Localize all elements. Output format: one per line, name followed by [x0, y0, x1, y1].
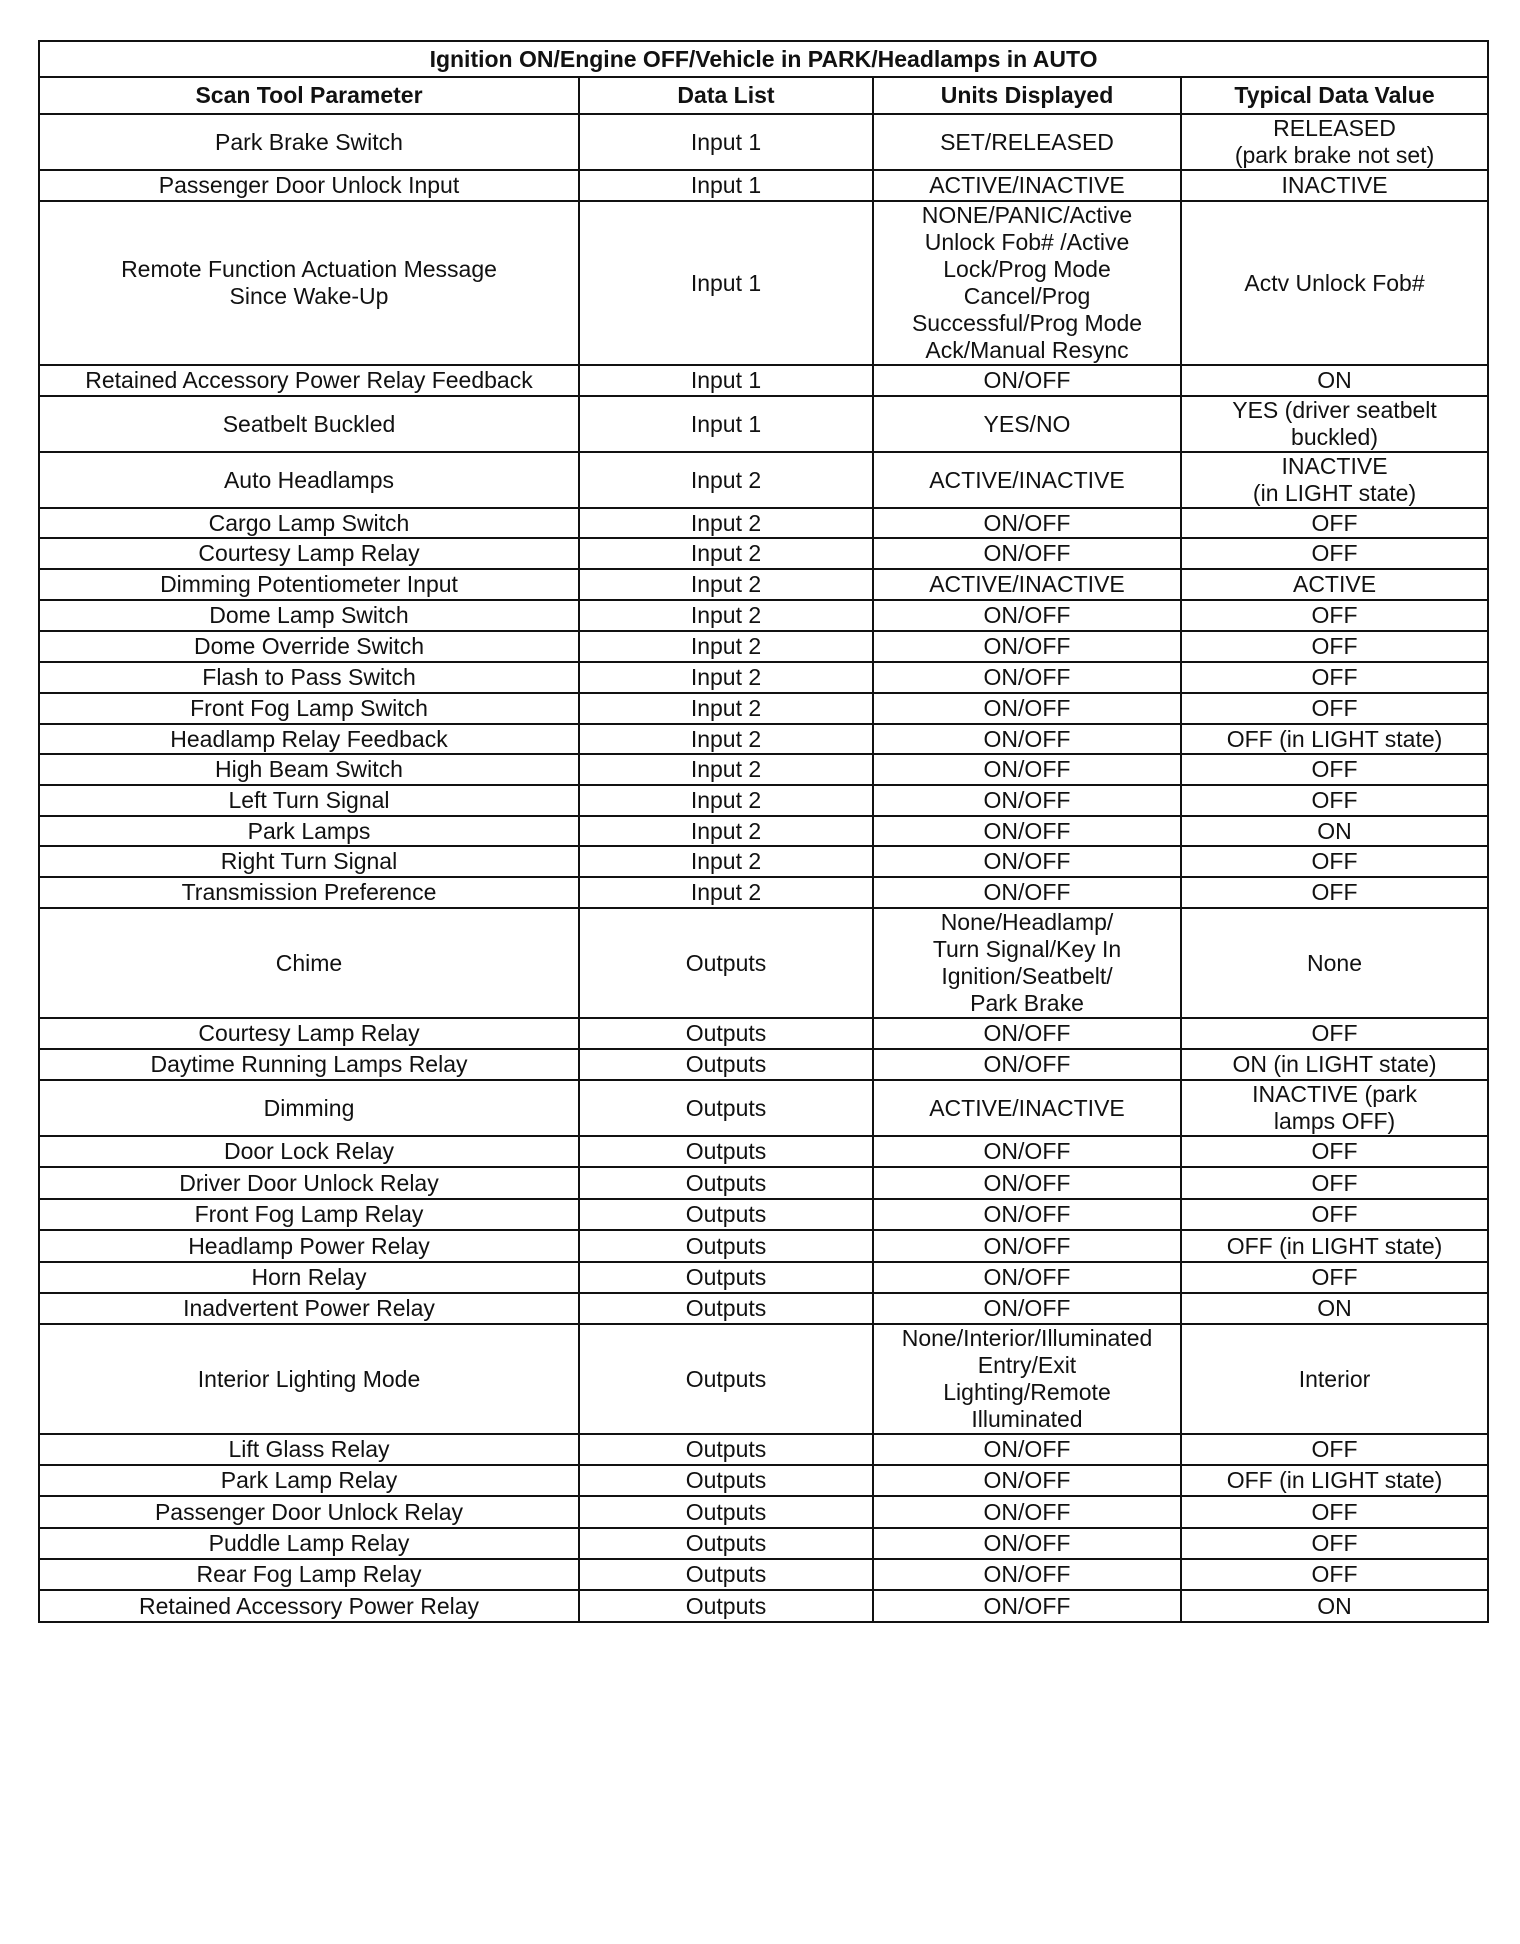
table-row [39, 1167, 1488, 1199]
table-row [39, 662, 1488, 693]
units-cell: ON/OFF [873, 1167, 1181, 1199]
data-list-cell: Input 2 [579, 877, 873, 908]
table-row [39, 452, 1488, 508]
table-header-row [39, 77, 1488, 114]
parameter-cell: Auto Headlamps [39, 452, 579, 508]
units-cell: ON/OFF [873, 1262, 1181, 1293]
data-list-cell: Outputs [579, 1590, 873, 1622]
table-title-row [39, 41, 1488, 77]
parameter-cell: Front Fog Lamp Relay [39, 1199, 579, 1230]
parameter-cell: Headlamp Power Relay [39, 1230, 579, 1262]
data-list-cell: Outputs [579, 1167, 873, 1199]
parameter-cell: Remote Function Actuation Message Since Wake-Up [39, 201, 579, 365]
table-row [39, 114, 1488, 170]
parameter-cell: Right Turn Signal [39, 846, 579, 877]
data-list-cell: Input 2 [579, 631, 873, 662]
typical-value-cell: OFF [1181, 785, 1488, 816]
typical-value-cell: OFF [1181, 1496, 1488, 1528]
units-cell: ACTIVE/INACTIVE [873, 569, 1181, 600]
typical-value-cell: None [1181, 908, 1488, 1018]
table-row [39, 1136, 1488, 1167]
data-list-cell: Input 2 [579, 508, 873, 538]
column-header-parameter: Scan Tool Parameter [39, 77, 579, 114]
parameter-cell: High Beam Switch [39, 754, 579, 785]
typical-value-cell: Actv Unlock Fob# [1181, 201, 1488, 365]
typical-value-cell: OFF [1181, 1167, 1488, 1199]
typical-value-cell: INACTIVE (in LIGHT state) [1181, 452, 1488, 508]
units-cell: ON/OFF [873, 1590, 1181, 1622]
typical-value-cell: OFF [1181, 538, 1488, 569]
typical-value-cell: ON (in LIGHT state) [1181, 1049, 1488, 1080]
table-row [39, 1324, 1488, 1434]
column-header-data-list: Data List [579, 77, 873, 114]
data-list-cell: Outputs [579, 1324, 873, 1434]
typical-value-cell: ON [1181, 1590, 1488, 1622]
parameter-cell: Left Turn Signal [39, 785, 579, 816]
table-row [39, 1230, 1488, 1262]
units-cell: ON/OFF [873, 1465, 1181, 1496]
table-title: Ignition ON/Engine OFF/Vehicle in PARK/Headlamps in AUTO [39, 41, 1488, 77]
table-row [39, 1049, 1488, 1080]
units-cell: None/Headlamp/ Turn Signal/Key In Ignition/Seatbelt/ Park Brake [873, 908, 1181, 1018]
data-list-cell: Outputs [579, 1528, 873, 1559]
typical-value-cell: ON [1181, 816, 1488, 846]
table-row [39, 1262, 1488, 1293]
typical-value-cell: OFF [1181, 693, 1488, 724]
typical-value-cell: RELEASED (park brake not set) [1181, 114, 1488, 170]
typical-value-cell: OFF (in LIGHT state) [1181, 1230, 1488, 1262]
parameter-cell: Cargo Lamp Switch [39, 508, 579, 538]
parameter-cell: Door Lock Relay [39, 1136, 579, 1167]
units-cell: ON/OFF [873, 846, 1181, 877]
data-list-cell: Outputs [579, 1136, 873, 1167]
typical-value-cell: OFF [1181, 1528, 1488, 1559]
data-list-cell: Input 1 [579, 396, 873, 452]
parameter-cell: Horn Relay [39, 1262, 579, 1293]
table-row [39, 365, 1488, 396]
units-cell: ON/OFF [873, 724, 1181, 754]
data-list-cell: Input 2 [579, 693, 873, 724]
parameter-cell: Passenger Door Unlock Relay [39, 1496, 579, 1528]
units-cell: ON/OFF [873, 785, 1181, 816]
parameter-cell: Park Lamps [39, 816, 579, 846]
parameter-cell: Puddle Lamp Relay [39, 1528, 579, 1559]
parameter-cell: Park Brake Switch [39, 114, 579, 170]
table-row [39, 508, 1488, 538]
data-list-cell: Input 2 [579, 785, 873, 816]
data-list-cell: Outputs [579, 1262, 873, 1293]
table-row [39, 201, 1488, 365]
data-list-cell: Outputs [579, 1496, 873, 1528]
data-list-cell: Outputs [579, 1199, 873, 1230]
table-row [39, 569, 1488, 600]
scan-tool-data-table [38, 40, 1489, 1623]
units-cell: ACTIVE/INACTIVE [873, 1080, 1181, 1136]
table-row [39, 538, 1488, 569]
typical-value-cell: OFF [1181, 1199, 1488, 1230]
units-cell: ON/OFF [873, 816, 1181, 846]
column-header-typical-value: Typical Data Value [1181, 77, 1488, 114]
typical-value-cell: ON [1181, 365, 1488, 396]
table-row [39, 1018, 1488, 1049]
typical-value-cell: OFF [1181, 846, 1488, 877]
typical-value-cell: Interior [1181, 1324, 1488, 1434]
units-cell: ON/OFF [873, 1049, 1181, 1080]
parameter-cell: Seatbelt Buckled [39, 396, 579, 452]
units-cell: ON/OFF [873, 1230, 1181, 1262]
data-list-cell: Outputs [579, 1465, 873, 1496]
typical-value-cell: OFF [1181, 1136, 1488, 1167]
table-row [39, 816, 1488, 846]
table-row [39, 877, 1488, 908]
units-cell: ON/OFF [873, 1434, 1181, 1465]
column-header-units: Units Displayed [873, 77, 1181, 114]
table-row [39, 170, 1488, 201]
data-list-cell: Input 2 [579, 538, 873, 569]
units-cell: ON/OFF [873, 508, 1181, 538]
parameter-cell: Passenger Door Unlock Input [39, 170, 579, 201]
data-list-cell: Outputs [579, 1559, 873, 1590]
data-list-cell: Input 1 [579, 201, 873, 365]
parameter-cell: Chime [39, 908, 579, 1018]
units-cell: ON/OFF [873, 877, 1181, 908]
typical-value-cell: INACTIVE [1181, 170, 1488, 201]
data-list-cell: Input 2 [579, 816, 873, 846]
data-list-cell: Outputs [579, 1018, 873, 1049]
typical-value-cell: OFF [1181, 1262, 1488, 1293]
data-list-cell: Input 2 [579, 600, 873, 631]
data-list-cell: Outputs [579, 1293, 873, 1324]
data-list-cell: Input 2 [579, 569, 873, 600]
table-row [39, 1293, 1488, 1324]
units-cell: SET/RELEASED [873, 114, 1181, 170]
units-cell: ON/OFF [873, 693, 1181, 724]
typical-value-cell: OFF [1181, 877, 1488, 908]
table-row [39, 724, 1488, 754]
parameter-cell: Dome Override Switch [39, 631, 579, 662]
table-row [39, 1080, 1488, 1136]
table-row [39, 1199, 1488, 1230]
typical-value-cell: OFF [1181, 754, 1488, 785]
units-cell: ON/OFF [873, 1559, 1181, 1590]
units-cell: ON/OFF [873, 600, 1181, 631]
parameter-cell: Park Lamp Relay [39, 1465, 579, 1496]
table-row [39, 908, 1488, 1018]
units-cell: ON/OFF [873, 365, 1181, 396]
table-row [39, 785, 1488, 816]
typical-value-cell: OFF [1181, 1434, 1488, 1465]
table-row [39, 631, 1488, 662]
parameter-cell: Transmission Preference [39, 877, 579, 908]
units-cell: ON/OFF [873, 1018, 1181, 1049]
parameter-cell: Front Fog Lamp Switch [39, 693, 579, 724]
table-row [39, 754, 1488, 785]
units-cell: ON/OFF [873, 1496, 1181, 1528]
units-cell: ON/OFF [873, 1293, 1181, 1324]
table-row [39, 600, 1488, 631]
units-cell: ACTIVE/INACTIVE [873, 170, 1181, 201]
units-cell: ON/OFF [873, 1199, 1181, 1230]
parameter-cell: Rear Fog Lamp Relay [39, 1559, 579, 1590]
parameter-cell: Retained Accessory Power Relay Feedback [39, 365, 579, 396]
units-cell: ON/OFF [873, 1528, 1181, 1559]
data-list-cell: Input 1 [579, 114, 873, 170]
parameter-cell: Dimming [39, 1080, 579, 1136]
data-list-cell: Input 2 [579, 846, 873, 877]
typical-value-cell: OFF [1181, 662, 1488, 693]
data-list-cell: Input 2 [579, 724, 873, 754]
parameter-cell: Driver Door Unlock Relay [39, 1167, 579, 1199]
units-cell: ON/OFF [873, 631, 1181, 662]
typical-value-cell: INACTIVE (park lamps OFF) [1181, 1080, 1488, 1136]
typical-value-cell: ON [1181, 1293, 1488, 1324]
data-list-cell: Outputs [579, 1080, 873, 1136]
table-row [39, 1559, 1488, 1590]
units-cell: None/Interior/Illuminated Entry/Exit Lighting/Remote Illuminated [873, 1324, 1181, 1434]
data-list-cell: Outputs [579, 1230, 873, 1262]
parameter-cell: Lift Glass Relay [39, 1434, 579, 1465]
data-list-cell: Outputs [579, 1434, 873, 1465]
typical-value-cell: OFF [1181, 600, 1488, 631]
typical-value-cell: OFF [1181, 508, 1488, 538]
typical-value-cell: OFF [1181, 1018, 1488, 1049]
table-row [39, 846, 1488, 877]
typical-value-cell: ACTIVE [1181, 569, 1488, 600]
parameter-cell: Inadvertent Power Relay [39, 1293, 579, 1324]
units-cell: NONE/PANIC/Active Unlock Fob# /Active Lock/Prog Mode Cancel/Prog Successful/Prog Mode Ack/Manual Resync [873, 201, 1181, 365]
data-list-cell: Input 2 [579, 754, 873, 785]
parameter-cell: Dome Lamp Switch [39, 600, 579, 631]
table-row [39, 1434, 1488, 1465]
typical-value-cell: OFF [1181, 1559, 1488, 1590]
data-list-cell: Input 2 [579, 662, 873, 693]
typical-value-cell: OFF (in LIGHT state) [1181, 1465, 1488, 1496]
data-list-cell: Outputs [579, 1049, 873, 1080]
data-list-cell: Input 2 [579, 452, 873, 508]
typical-value-cell: OFF (in LIGHT state) [1181, 724, 1488, 754]
table-row [39, 1496, 1488, 1528]
data-list-cell: Input 1 [579, 365, 873, 396]
typical-value-cell: YES (driver seatbelt buckled) [1181, 396, 1488, 452]
table-row [39, 396, 1488, 452]
table-row [39, 693, 1488, 724]
parameter-cell: Courtesy Lamp Relay [39, 1018, 579, 1049]
units-cell: ON/OFF [873, 754, 1181, 785]
parameter-cell: Dimming Potentiometer Input [39, 569, 579, 600]
parameter-cell: Retained Accessory Power Relay [39, 1590, 579, 1622]
parameter-cell: Headlamp Relay Feedback [39, 724, 579, 754]
parameter-cell: Daytime Running Lamps Relay [39, 1049, 579, 1080]
units-cell: ON/OFF [873, 662, 1181, 693]
table-row [39, 1590, 1488, 1622]
parameter-cell: Flash to Pass Switch [39, 662, 579, 693]
parameter-cell: Courtesy Lamp Relay [39, 538, 579, 569]
table-body [39, 114, 1488, 1622]
units-cell: ON/OFF [873, 538, 1181, 569]
typical-value-cell: OFF [1181, 631, 1488, 662]
data-list-cell: Input 1 [579, 170, 873, 201]
table-row [39, 1528, 1488, 1559]
table-row [39, 1465, 1488, 1496]
parameter-cell: Interior Lighting Mode [39, 1324, 579, 1434]
units-cell: ON/OFF [873, 1136, 1181, 1167]
units-cell: ACTIVE/INACTIVE [873, 452, 1181, 508]
units-cell: YES/NO [873, 396, 1181, 452]
data-list-cell: Outputs [579, 908, 873, 1018]
